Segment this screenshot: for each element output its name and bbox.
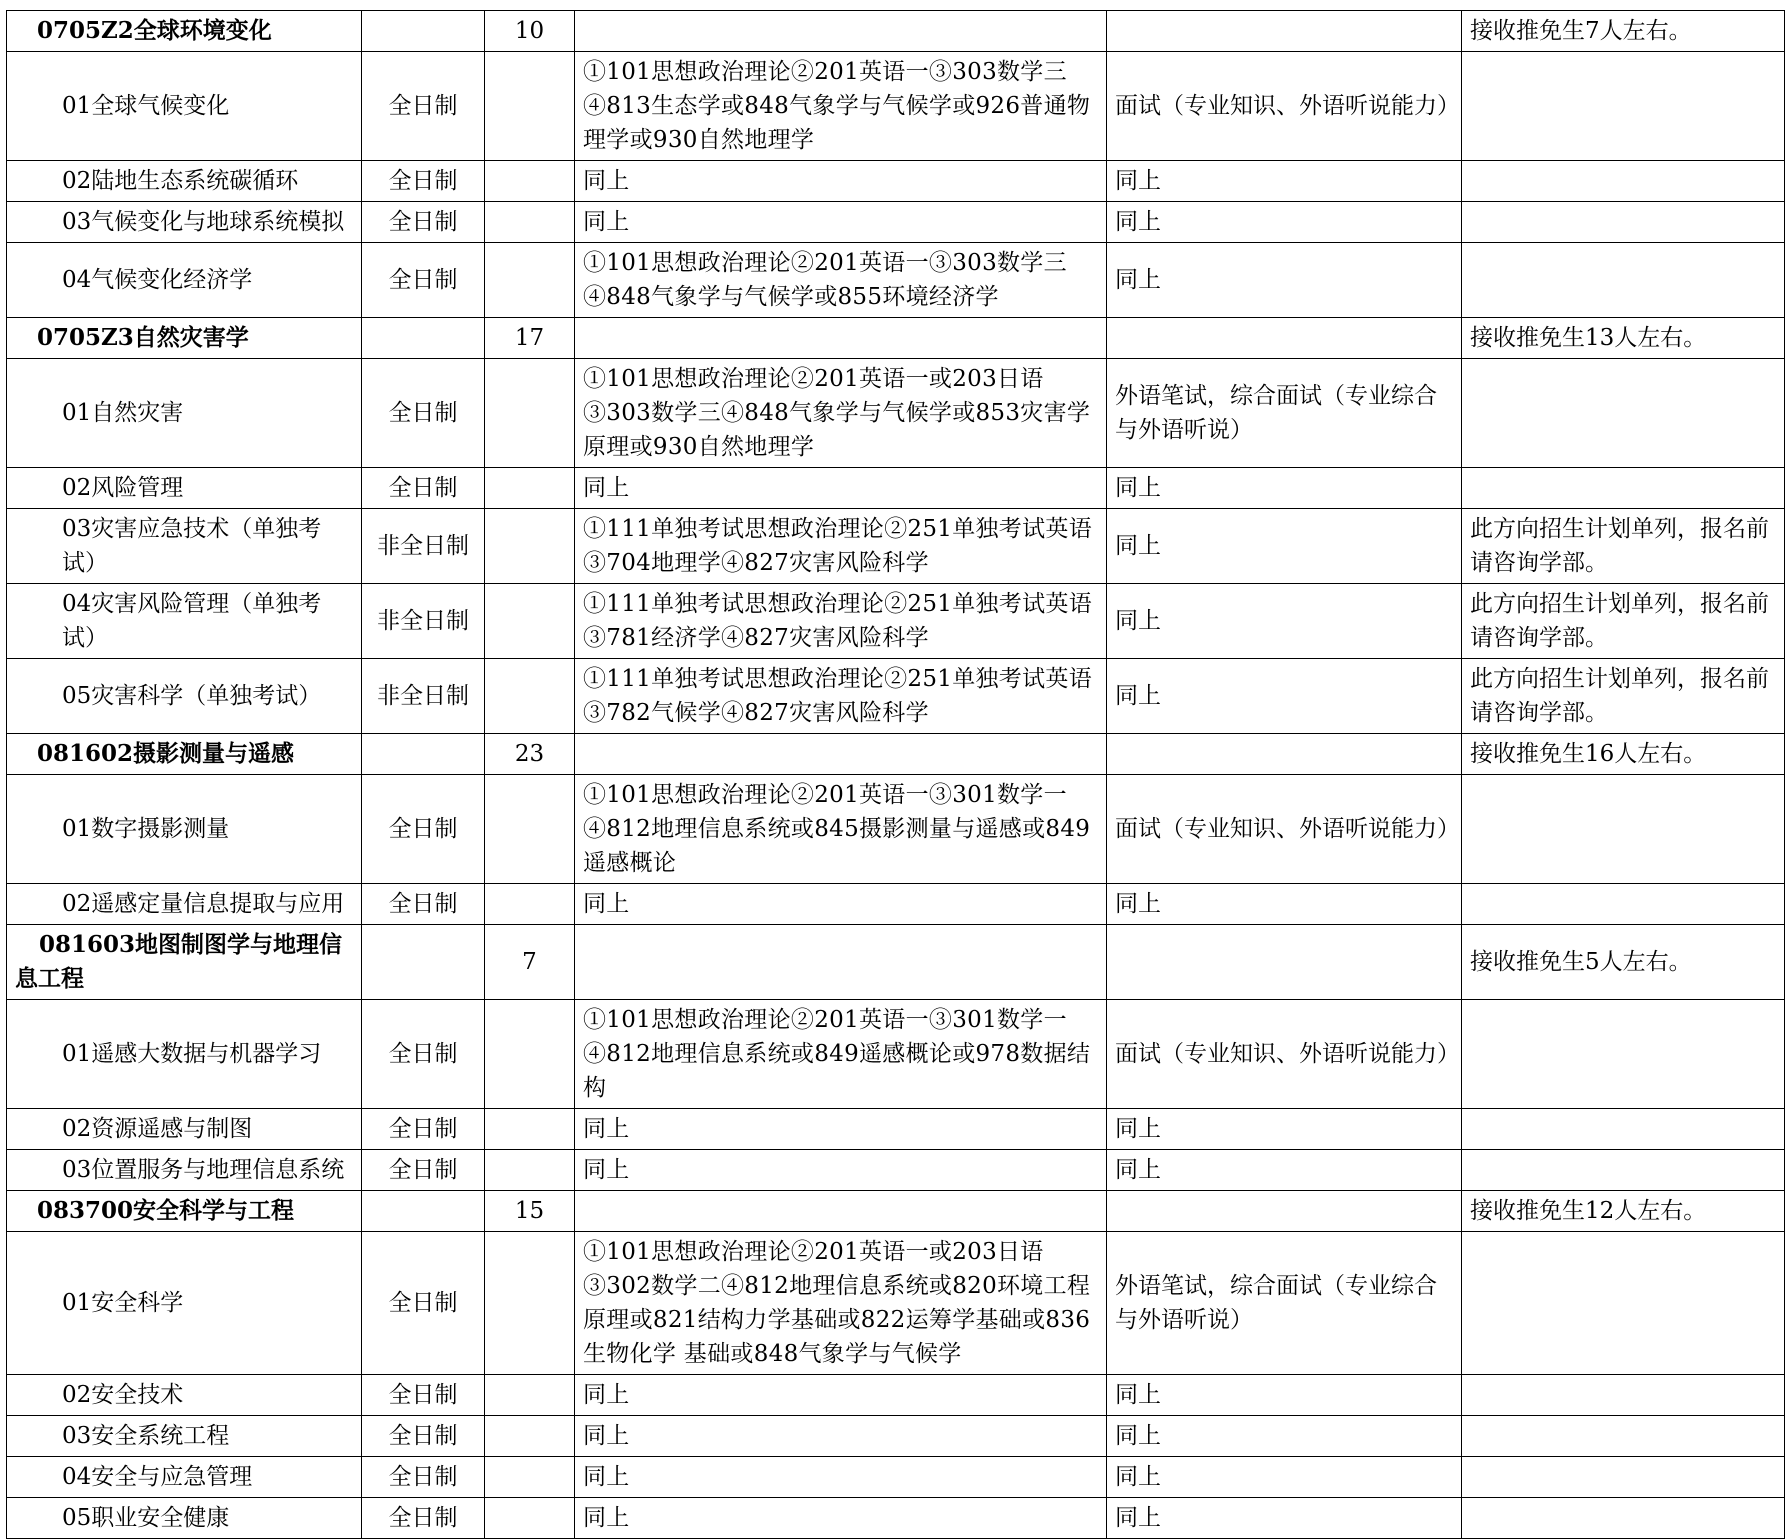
direction-row — [7, 243, 1785, 318]
exam-subjects: 同上 — [575, 884, 1107, 925]
remarks: 接收推免生16人左右。 — [1462, 734, 1785, 775]
direction-row — [7, 1150, 1785, 1191]
direction-row — [7, 884, 1785, 925]
exam-subjects: 同上 — [575, 202, 1107, 243]
major-row — [7, 925, 1785, 1000]
enrollment-count: 17 — [485, 318, 575, 359]
major-row — [7, 11, 1785, 52]
direction-row — [7, 52, 1785, 161]
study-mode: 全日制 — [362, 468, 485, 509]
study-mode: 全日制 — [362, 359, 485, 468]
enrollment-count — [485, 1000, 575, 1109]
retest-method: 同上 — [1107, 1498, 1462, 1539]
exam-subjects: ①111单独考试思想政治理论②251单独考试英语③782气候学④827灾害风险科学 — [575, 659, 1107, 734]
enrollment-count — [485, 1109, 575, 1150]
enrollment-count — [485, 243, 575, 318]
enrollment-count — [485, 1416, 575, 1457]
exam-subjects: 同上 — [575, 468, 1107, 509]
study-mode: 非全日制 — [362, 659, 485, 734]
direction-name: 04灾害风险管理（单独考试） — [7, 584, 362, 659]
study-mode: 非全日制 — [362, 509, 485, 584]
direction-row — [7, 202, 1785, 243]
exam-subjects — [575, 11, 1107, 52]
study-mode — [362, 734, 485, 775]
retest-method — [1107, 318, 1462, 359]
exam-subjects — [575, 318, 1107, 359]
exam-subjects: ①101思想政治理论②201英语一③301数学一④812地理信息系统或845摄影测量与遥感或849遥感概论 — [575, 775, 1107, 884]
direction-row — [7, 1232, 1785, 1375]
enrollment-count: 15 — [485, 1191, 575, 1232]
major-row — [7, 734, 1785, 775]
enrollment-count — [485, 1375, 575, 1416]
remarks: 接收推免生13人左右。 — [1462, 318, 1785, 359]
remarks — [1462, 1498, 1785, 1539]
remarks: 接收推免生5人左右。 — [1462, 925, 1785, 1000]
direction-row — [7, 1416, 1785, 1457]
exam-subjects: 同上 — [575, 1150, 1107, 1191]
remarks — [1462, 202, 1785, 243]
retest-method: 同上 — [1107, 243, 1462, 318]
exam-subjects — [575, 925, 1107, 1000]
major-row — [7, 318, 1785, 359]
direction-name: 01安全科学 — [7, 1232, 362, 1375]
retest-method — [1107, 925, 1462, 1000]
retest-method: 面试（专业知识、外语听说能力） — [1107, 775, 1462, 884]
enrollment-count: 7 — [485, 925, 575, 1000]
remarks — [1462, 1457, 1785, 1498]
admissions-table-page — [6, 10, 1784, 1539]
study-mode: 全日制 — [362, 52, 485, 161]
study-mode: 全日制 — [362, 1375, 485, 1416]
direction-row — [7, 1000, 1785, 1109]
study-mode: 全日制 — [362, 1109, 485, 1150]
direction-name: 03位置服务与地理信息系统 — [7, 1150, 362, 1191]
exam-subjects: ①101思想政治理论②201英语一或203日语③303数学三④848气象学与气候学或853灾害学原理或930自然地理学 — [575, 359, 1107, 468]
enrollment-count — [485, 509, 575, 584]
retest-method — [1107, 734, 1462, 775]
study-mode: 全日制 — [362, 1000, 485, 1109]
direction-row — [7, 1109, 1785, 1150]
remarks — [1462, 1150, 1785, 1191]
enrollment-count — [485, 584, 575, 659]
enrollment-count — [485, 359, 575, 468]
remarks: 此方向招生计划单列，报名前请咨询学部。 — [1462, 509, 1785, 584]
direction-name: 02风险管理 — [7, 468, 362, 509]
enrollment-count — [485, 659, 575, 734]
direction-name: 01自然灾害 — [7, 359, 362, 468]
study-mode: 全日制 — [362, 884, 485, 925]
remarks: 此方向招生计划单列，报名前请咨询学部。 — [1462, 659, 1785, 734]
direction-name: 02陆地生态系统碳循环 — [7, 161, 362, 202]
direction-row — [7, 161, 1785, 202]
retest-method: 同上 — [1107, 584, 1462, 659]
study-mode: 全日制 — [362, 1416, 485, 1457]
exam-subjects — [575, 1191, 1107, 1232]
retest-method: 外语笔试，综合面试（专业综合与外语听说） — [1107, 359, 1462, 468]
study-mode: 全日制 — [362, 1457, 485, 1498]
retest-method: 同上 — [1107, 509, 1462, 584]
retest-method: 同上 — [1107, 659, 1462, 734]
direction-name: 03气候变化与地球系统模拟 — [7, 202, 362, 243]
direction-name: 04安全与应急管理 — [7, 1457, 362, 1498]
enrollment-count — [485, 884, 575, 925]
major-name: 0705Z3自然灾害学 — [7, 318, 362, 359]
study-mode: 全日制 — [362, 243, 485, 318]
retest-method — [1107, 1191, 1462, 1232]
remarks — [1462, 1000, 1785, 1109]
remarks — [1462, 1109, 1785, 1150]
major-row — [7, 1191, 1785, 1232]
retest-method: 同上 — [1107, 1457, 1462, 1498]
remarks — [1462, 1375, 1785, 1416]
exam-subjects: ①111单独考试思想政治理论②251单独考试英语③781经济学④827灾害风险科学 — [575, 584, 1107, 659]
remarks — [1462, 52, 1785, 161]
retest-method: 同上 — [1107, 161, 1462, 202]
retest-method: 同上 — [1107, 1150, 1462, 1191]
enrollment-count: 23 — [485, 734, 575, 775]
direction-name: 01全球气候变化 — [7, 52, 362, 161]
direction-name: 02安全技术 — [7, 1375, 362, 1416]
study-mode — [362, 318, 485, 359]
enrollment-count — [485, 1232, 575, 1375]
remarks — [1462, 161, 1785, 202]
remarks: 接收推免生12人左右。 — [1462, 1191, 1785, 1232]
remarks — [1462, 884, 1785, 925]
study-mode: 全日制 — [362, 161, 485, 202]
study-mode: 非全日制 — [362, 584, 485, 659]
exam-subjects: ①101思想政治理论②201英语一③301数学一④812地理信息系统或849遥感概论或978数据结构 — [575, 1000, 1107, 1109]
retest-method: 同上 — [1107, 884, 1462, 925]
remarks — [1462, 468, 1785, 509]
retest-method: 同上 — [1107, 202, 1462, 243]
exam-subjects: ①101思想政治理论②201英语一③303数学三④813生态学或848气象学与气候学或926普通物理学或930自然地理学 — [575, 52, 1107, 161]
exam-subjects — [575, 734, 1107, 775]
retest-method: 面试（专业知识、外语听说能力） — [1107, 1000, 1462, 1109]
direction-name: 02资源遥感与制图 — [7, 1109, 362, 1150]
remarks — [1462, 1232, 1785, 1375]
enrollment-count — [485, 1457, 575, 1498]
exam-subjects: 同上 — [575, 1375, 1107, 1416]
direction-name: 02遥感定量信息提取与应用 — [7, 884, 362, 925]
retest-method: 同上 — [1107, 1375, 1462, 1416]
direction-name: 01遥感大数据与机器学习 — [7, 1000, 362, 1109]
direction-name: 04气候变化经济学 — [7, 243, 362, 318]
exam-subjects: ①101思想政治理论②201英语一③303数学三④848气象学与气候学或855环境经济学 — [575, 243, 1107, 318]
study-mode — [362, 1191, 485, 1232]
direction-name: 05职业安全健康 — [7, 1498, 362, 1539]
study-mode: 全日制 — [362, 1232, 485, 1375]
direction-row — [7, 468, 1785, 509]
retest-method: 同上 — [1107, 468, 1462, 509]
enrollment-count — [485, 468, 575, 509]
retest-method: 同上 — [1107, 1109, 1462, 1150]
remarks — [1462, 359, 1785, 468]
exam-subjects: 同上 — [575, 1498, 1107, 1539]
direction-name: 03安全系统工程 — [7, 1416, 362, 1457]
major-name: 0705Z2全球环境变化 — [7, 11, 362, 52]
major-name: 083700安全科学与工程 — [7, 1191, 362, 1232]
retest-method: 同上 — [1107, 1416, 1462, 1457]
study-mode — [362, 925, 485, 1000]
direction-name: 05灾害科学（单独考试） — [7, 659, 362, 734]
study-mode — [362, 11, 485, 52]
remarks: 此方向招生计划单列，报名前请咨询学部。 — [1462, 584, 1785, 659]
enrollment-count — [485, 1498, 575, 1539]
direction-name: 03灾害应急技术（单独考试） — [7, 509, 362, 584]
remarks — [1462, 243, 1785, 318]
retest-method — [1107, 11, 1462, 52]
major-name: 081602摄影测量与遥感 — [7, 734, 362, 775]
direction-row — [7, 1498, 1785, 1539]
exam-subjects: 同上 — [575, 1416, 1107, 1457]
study-mode: 全日制 — [362, 1498, 485, 1539]
enrollment-count — [485, 1150, 575, 1191]
retest-method: 面试（专业知识、外语听说能力） — [1107, 52, 1462, 161]
remarks — [1462, 1416, 1785, 1457]
study-mode: 全日制 — [362, 202, 485, 243]
enrollment-count — [485, 202, 575, 243]
direction-row — [7, 509, 1785, 584]
study-mode: 全日制 — [362, 775, 485, 884]
major-name: 081603地图制图学与地理信息工程 — [7, 925, 362, 1000]
exam-subjects: ①111单独考试思想政治理论②251单独考试英语③704地理学④827灾害风险科学 — [575, 509, 1107, 584]
enrollment-count: 10 — [485, 11, 575, 52]
direction-row — [7, 1375, 1785, 1416]
exam-subjects: 同上 — [575, 1457, 1107, 1498]
exam-subjects: 同上 — [575, 1109, 1107, 1150]
study-mode: 全日制 — [362, 1150, 485, 1191]
direction-row — [7, 775, 1785, 884]
direction-row — [7, 659, 1785, 734]
direction-row — [7, 584, 1785, 659]
remarks — [1462, 775, 1785, 884]
admissions-catalog-table — [6, 10, 1785, 1539]
enrollment-count — [485, 52, 575, 161]
direction-name: 01数字摄影测量 — [7, 775, 362, 884]
exam-subjects: ①101思想政治理论②201英语一或203日语③302数学二④812地理信息系统或820环境工程原理或821结构力学基础或822运筹学基础或836生物化学 基础或848气象学与气候学 — [575, 1232, 1107, 1375]
direction-row — [7, 1457, 1785, 1498]
direction-row — [7, 359, 1785, 468]
exam-subjects: 同上 — [575, 161, 1107, 202]
remarks: 接收推免生7人左右。 — [1462, 11, 1785, 52]
retest-method: 外语笔试，综合面试（专业综合与外语听说） — [1107, 1232, 1462, 1375]
enrollment-count — [485, 161, 575, 202]
enrollment-count — [485, 775, 575, 884]
